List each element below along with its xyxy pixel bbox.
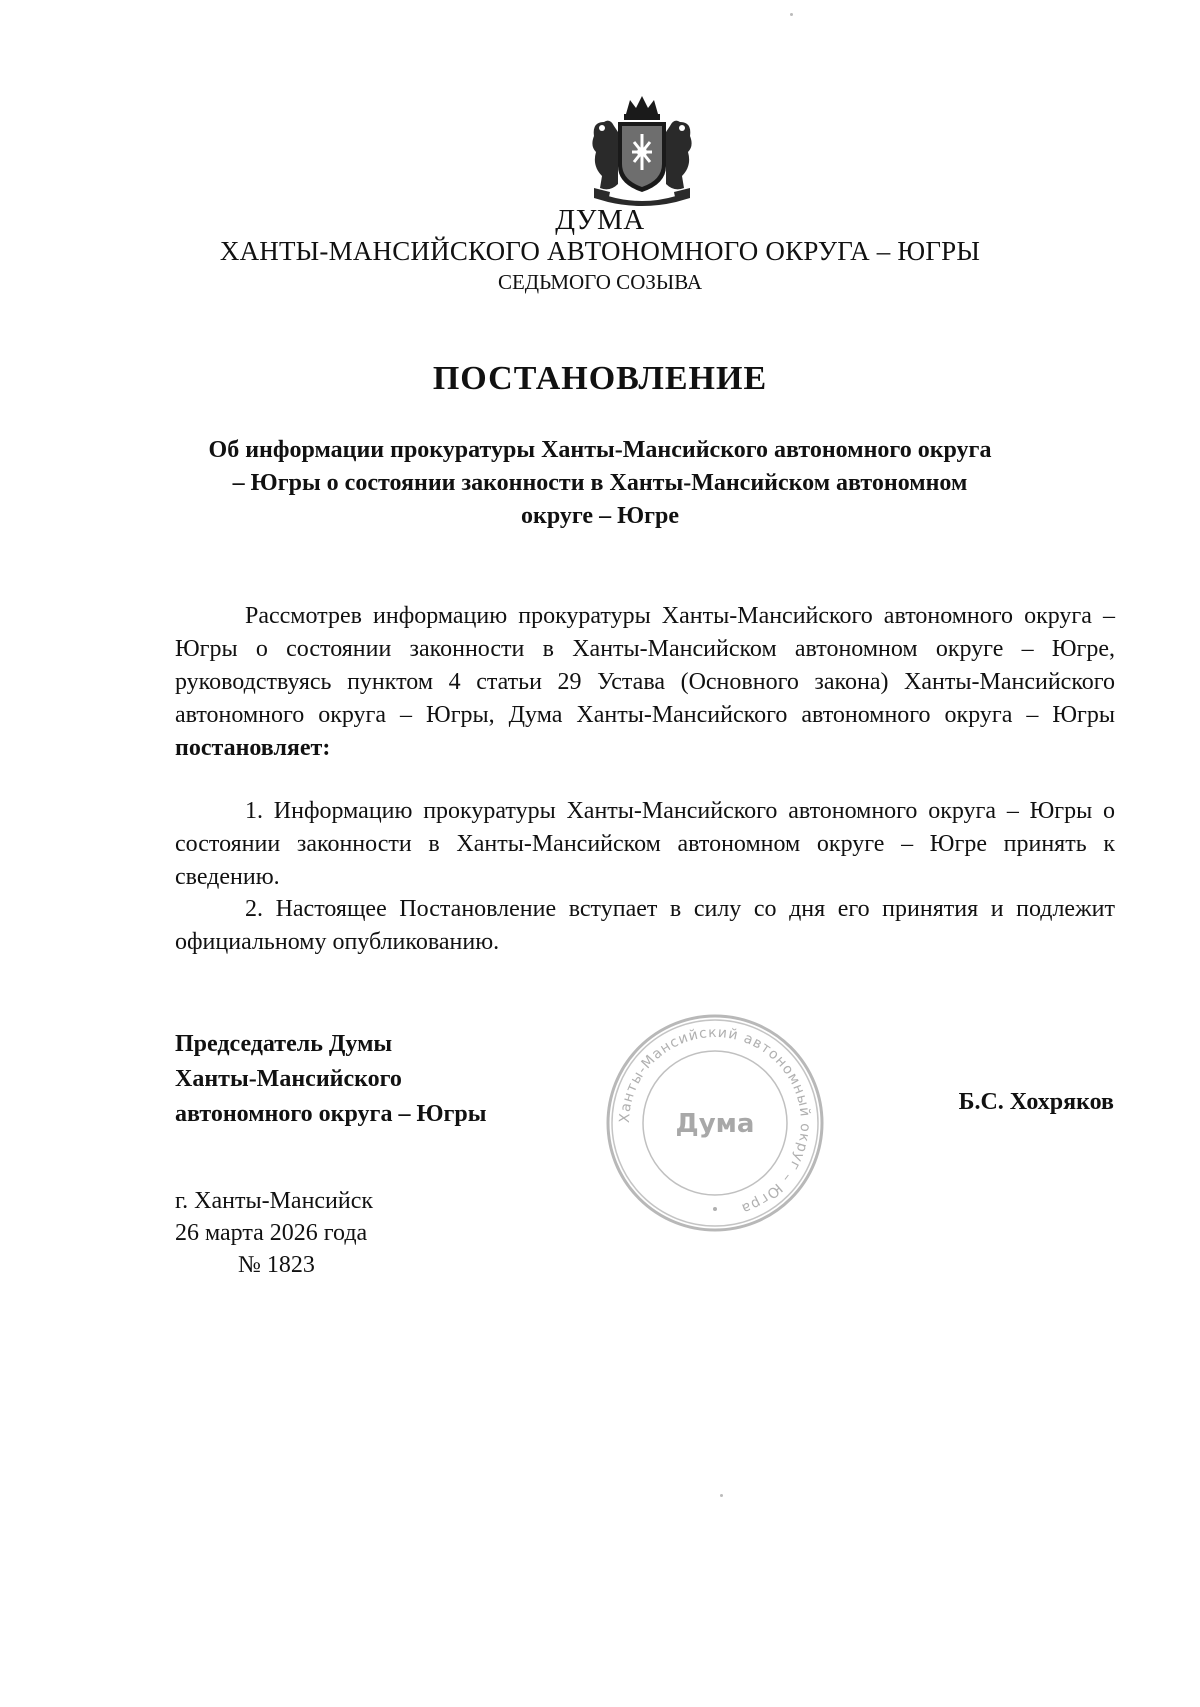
resolution-item-2: 2. Настоящее Постановление вступает в силу со дня его принятия и подлежит официальному опубликованию. (175, 896, 1115, 955)
seal-center-text: Дума (675, 1109, 755, 1139)
region-title: ХАНТЫ-МАНСИЙСКОГО АВТОНОМНОГО ОКРУГА – ЮГРЫ (219, 236, 981, 266)
scan-speck (790, 13, 793, 16)
document-type-title: ПОСТАНОВЛЕНИЕ (432, 360, 768, 397)
seal-ring-text: Ханты-Мансийский автономный округ – Югра (616, 1024, 814, 1217)
decision-word: постановляет: (175, 735, 331, 761)
resolution-item-1: 1. Информацию прокуратуры Ханты-Мансийского автономного округа – Югры о состоянии законности в Ханты-Мансийском автономном округе – Югре принять к сведению. (175, 798, 1115, 890)
preamble-paragraph (175, 600, 1115, 765)
preamble-text: Рассмотрев информацию прокуратуры Ханты-Мансийского автономного округа – Югры о состоянии законности в Ханты-Мансийском автономном округе – Югре, руководствуясь пунктом 4 статьи 29 Устава (Основного закона) Ханты-Мансийского автономного округа – Югры, Дума Ханты-Мансийского автономного округа – Югры (175, 603, 1115, 728)
document-footer (175, 1185, 373, 1281)
official-seal (604, 1012, 826, 1234)
signatory-position (175, 1027, 486, 1132)
document-subject: Об информации прокуратуры Ханты-Мансийского автономного округа – Югры о состоянии законности в Ханты-Мансийском автономном округе – Югре (208, 437, 992, 529)
footer-number: № 1823 (238, 1252, 315, 1278)
convocation-title: СЕДЬМОГО СОЗЫВА (497, 270, 703, 294)
org-title: ДУМА (555, 204, 645, 236)
footer-date: 26 марта 2026 года (175, 1220, 368, 1246)
signatory-name: Б.С. Хохряков (958, 1089, 1114, 1115)
scan-speck (720, 1494, 723, 1497)
signatory-position-line: Ханты-Мансийского (175, 1066, 402, 1092)
coat-of-arms-emblem (588, 92, 696, 210)
footer-city: г. Ханты-Мансийск (175, 1188, 374, 1214)
signatory-position-line: Председатель Думы (175, 1031, 393, 1057)
signatory-position-line: автономного округа – Югры (175, 1101, 487, 1127)
